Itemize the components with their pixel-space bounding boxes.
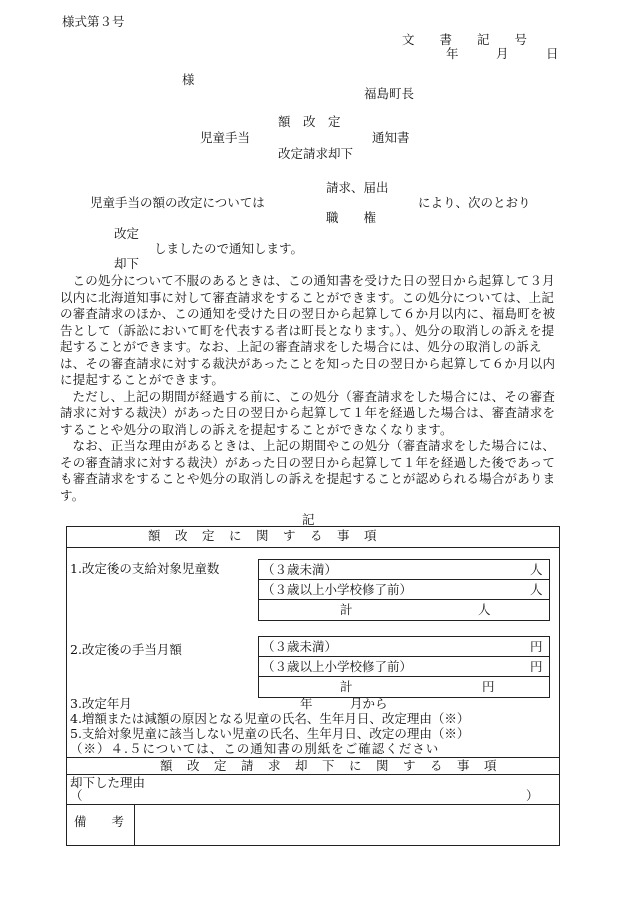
child-count-total-label: 計 bbox=[340, 602, 353, 617]
child-count-under3-unit: 人 bbox=[530, 562, 543, 577]
addressee-suffix: 様 bbox=[182, 72, 195, 87]
table-rule bbox=[258, 656, 550, 657]
item4-label: 4.増額または減額の原因となる児童の氏名、生年月日、改定理由（※） bbox=[70, 711, 470, 726]
appeal-notice bbox=[60, 273, 560, 504]
action-option-change: 改定 bbox=[114, 226, 140, 241]
date-label: 年 月 日 bbox=[446, 46, 559, 61]
table-rule bbox=[258, 599, 550, 600]
table-rule bbox=[258, 676, 550, 677]
remarks-label: 備 考 bbox=[74, 814, 125, 829]
attachment-note: （※）４.５については、この通知書の別紙をご確認ください bbox=[70, 741, 440, 756]
amount-total-unit: 円 bbox=[482, 679, 495, 694]
item3-value: 年 月から bbox=[300, 696, 388, 711]
reject-reason-close-paren: ） bbox=[526, 788, 539, 803]
ki-marker: 記 bbox=[302, 512, 315, 527]
title-suffix: 通知書 bbox=[372, 130, 410, 145]
reason-lead-text: 児童手当の額の改定については bbox=[90, 195, 265, 210]
child-count-3plus-unit: 人 bbox=[530, 582, 543, 597]
issuer-name: 福島町長 bbox=[364, 86, 415, 101]
reject-reason-open-paren: （ bbox=[70, 788, 83, 803]
document-number-label: 文 書 記 号 bbox=[402, 32, 528, 47]
title-option-rejection: 改定請求却下 bbox=[278, 146, 354, 161]
section-amount-change-header: 額 改 定 に 関 す る 事 項 bbox=[148, 528, 378, 543]
item2-label: 2.改定後の手当月額 bbox=[70, 642, 182, 657]
reason-after-text: により、次のとおり bbox=[418, 195, 531, 210]
table-rule bbox=[66, 547, 560, 548]
item3-label: 3.改定年月 bbox=[70, 696, 132, 711]
reason-option-request: 請求、届出 bbox=[326, 180, 389, 195]
amount-3plus-label: （３歳以上小学校修了前） bbox=[262, 659, 413, 674]
child-count-under3-label: （３歳未満） bbox=[262, 562, 338, 577]
table-rule bbox=[66, 804, 560, 805]
reason-option-ex-officio: 職 権 bbox=[326, 210, 377, 225]
table-rule bbox=[258, 579, 550, 580]
amount-3plus-unit: 円 bbox=[530, 659, 543, 674]
action-text: しましたので通知します。 bbox=[154, 241, 304, 256]
item1-label: 1.改定後の支給対象児童数 bbox=[70, 561, 220, 576]
title-prefix: 児童手当 bbox=[200, 130, 251, 145]
form-number: 様式第３号 bbox=[62, 14, 125, 29]
item5-label: 5.支給対象児童に該当しない児童の氏名、生年月日、改定の理由（※） bbox=[70, 726, 470, 741]
appeal-paragraph-3: なお、正当な理由があるときは、上記の期間やこの処分（審査請求をした場合には、その審査請求に対する裁決）があった日の翌日から起算して１年を経過した後であっても審査請求をすることや処分の取消しの訴えを提起することが認められる場合があります。 bbox=[60, 438, 556, 503]
amount-under3-label: （３歳未満） bbox=[262, 639, 338, 654]
child-count-3plus-label: （３歳以上小学校修了前） bbox=[262, 582, 413, 597]
reject-reason-label: 却下した理由 bbox=[70, 775, 146, 790]
section-rejection-header: 額 改 定 請 求 却 下 に 関 す る 事 項 bbox=[160, 758, 498, 773]
table-rule bbox=[134, 804, 135, 845]
amount-under3-unit: 円 bbox=[530, 639, 543, 654]
appeal-paragraph-1: この処分について不服のあるときは、この通知書を受けた日の翌日から起算して３月以内に北海道知事に対して審査請求をすることができます。この処分については、上記の審査請求のほか、この通知を受けた日の翌日から起算して６か月以内に、福島町を被告として（訴訟において町を代表する者は町長となります。）、処分の取消しの訴えを提起することができます。なお、上記の審査請求をした場合には、処分の取消しの訴えは、その審査請求に対する裁決があったことを知った日の翌日から起算して６か月以内に提起することができます。 bbox=[60, 273, 556, 387]
child-count-total-unit: 人 bbox=[478, 602, 491, 617]
appeal-paragraph-2: ただし、上記の期間が経過する前に、この処分（審査請求をした場合には、その審査請求に対する裁決）があった日の翌日から起算して１年を経過した場合は、審査請求をすることや処分の取消しの訴えを提起することができなくなります。 bbox=[60, 388, 556, 437]
amount-total-label: 計 bbox=[340, 679, 353, 694]
action-option-reject: 却下 bbox=[114, 256, 140, 271]
title-option-amount-change: 額 改 定 bbox=[278, 114, 341, 129]
